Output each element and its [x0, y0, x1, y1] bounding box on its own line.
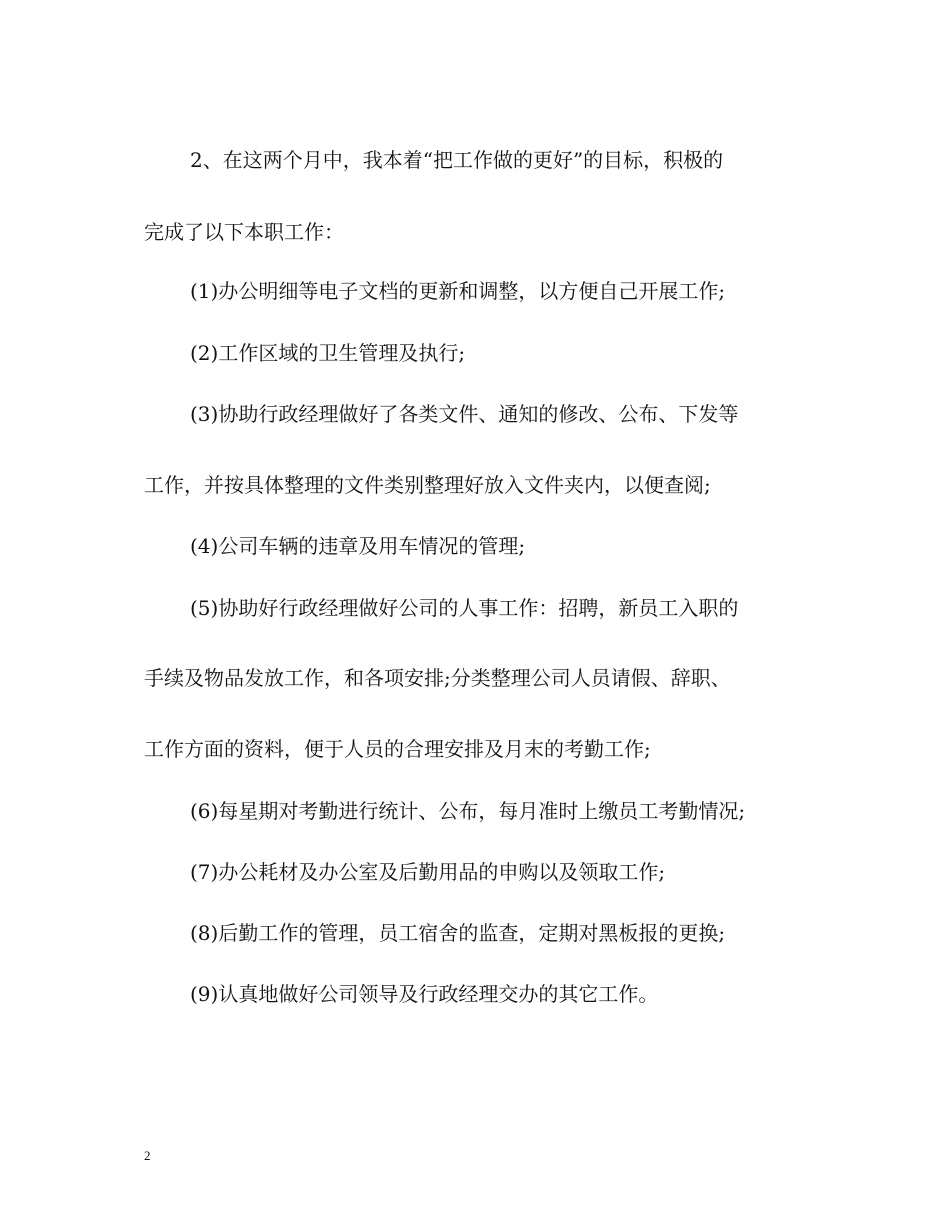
item-5-line-2: 手续及物品发放工作，和各项安排;分类整理公司人员请假、辞职、: [144, 666, 731, 690]
paragraph-2-line-2: 完成了以下本职工作：: [144, 220, 344, 244]
item-3-line-2: 工作，并按具体整理的文件类别整理好放入文件夹内，以便查阅;: [144, 473, 711, 497]
paragraph-2-line-1: 2、在这两个月中，我本着“把工作做的更好”的目标，积极的: [190, 148, 724, 172]
item-6: (6)每星期对考勤进行统计、公布，每月准时上缴员工考勤情况;: [190, 799, 746, 823]
item-5-line-1: (5)协助好行政经理做好公司的人事工作：招聘，新员工入职的: [190, 596, 739, 620]
item-3-line-1: (3)协助行政经理做好了各类文件、通知的修改、公布、下发等: [190, 402, 739, 426]
item-4: (4)公司车辆的违章及用车情况的管理;: [190, 534, 526, 558]
item-9: (9)认真地做好公司领导及行政经理交办的其它工作。: [190, 982, 659, 1006]
page-number: 2: [144, 1148, 151, 1163]
item-2: (2)工作区域的卫生管理及执行;: [190, 341, 466, 365]
item-8: (8)后勤工作的管理，员工宿舍的监查，定期对黑板报的更换;: [190, 921, 726, 945]
item-1: (1)办公明细等电子文档的更新和调整，以方便自己开展工作;: [190, 279, 726, 303]
item-7: (7)办公耗材及办公室及后勤用品的申购以及领取工作;: [190, 860, 666, 884]
item-5-line-3: 工作方面的资料，便于人员的合理安排及月末的考勤工作;: [144, 737, 651, 761]
